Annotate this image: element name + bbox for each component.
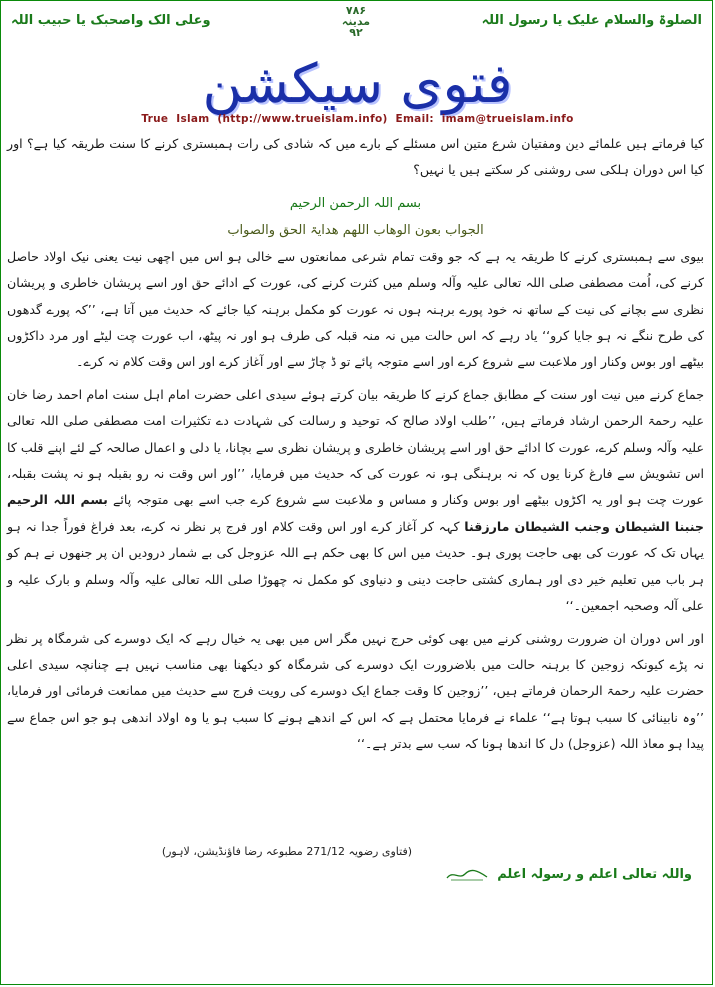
page-title: فتوی سیکشن: [202, 52, 513, 115]
closing-line: [445, 867, 692, 882]
answer-heading: الجواب بعون الوھاب اللھم ھدایۃ الحق والصواب: [227, 222, 484, 238]
closing-text: واللہ تعالی اعلم و رسولہ اعلم: [497, 867, 692, 882]
answer-paragraph-3: اور اس دوران ان ضرورت روشنی کرنے میں بھی کوئی حرج نہیں مگر اس میں بھی یہ خیال رہے کہ ایک دوسرے کی شرمگاہ پر نظر نہ پڑے کیونکہ زوجین کا برہنہ حالت میں بلاضرورت ایک دوسرے کی شرمگاہ کو دیکھنا بھی مناسب نہیں ہے چنانچہ سیدی اعلی حضرت علیہ رحمۃ الرحمان فرماتے ہیں، ’’زوجین کا وقت جماع ایک دوسرے کی رویت فرج سے حدیث میں ممانعت فرمائی اور فرمایا، ’’وہ نابینائی کا سبب ہوتا ہے‘‘ علماء نے فرمایا محتمل ہے کہ اس کے اندھے ہونے کا سبب ہو یا وہ اولاد اندھی ہو جو اس جماع سے پیدا ہو معاذ اللہ (عزوجل) دل کا اندھا ہونا کہ سب سے بدتر ہے۔‘‘: [7, 630, 704, 752]
dua-text: بسم اللہ الرحیم جنبنا الشیطان وجنب الشیطان مارزقنا: [7, 492, 704, 534]
fatwa-body: [7, 131, 704, 764]
emblem-madina-text: مدینہ: [341, 15, 371, 28]
answer-paragraph-1: بیوی سے ہمبستری کرنے کا طریقہ یہ ہے کہ جو وقت تمام شرعی ممانعتوں سے خالی ہو اس میں اچھی نیت یعنی نیک اولاد حاصل کرنے کی، اُمت مصطفی صلی اللہ تعالی علیہ وآلہ وسلم میں کثرت کرنے کی، عورت کے ادائے حق اور اسے پریشان خاطری و پریشان نظری سے بچانے کی نیت کے ساتھ نہ خود پورے برہنہ ہوں نہ عورت کو مکمل برہنہ کیا جائے کہ حدیث میں آتا ہے، ’’کہ پورے گدھوں کی طرح ننگے نہ ہو جایا کرو‘‘ یاد رہے کہ اس حالت میں نہ منہ قبلہ کی طرف ہو اور نہ پیٹھ، اب عورت چت لیٹے اور مرد داکڑوں بیٹھے اور بوس وکنار اور ملاعبت سے شروع کرے اور اسے متوجہ پائے تو ڈ چاڑ سے اور آغاز کرے اور اس وقت کلام نہ کرے۔: [7, 248, 704, 370]
answer-paragraph-2: [7, 382, 704, 620]
dua-continuation: کہہ کر آغاز کرے اور اس وقت کلام اور فرج پر نظر نہ کرے، بعد فراغ فوراً جدا نہ ہو یہاں تک کہ عورت کی بھی حاجت پوری ہو۔ حدیث میں اس کا بھی حکم ہے اللہ عزوجل کی بے شمار درودیں ان پر جنھوں نے ہم کو ہر باب میں تعلیم خیر دی اور ہماری کشتی حاجت دینی و دنیاوی کو مکمل نہ چھوڑا صلی اللہ تعالی علیہ وآلہ وسلم و بارک علیہ و علی آلہ وصحبہ اجمعین۔‘‘: [7, 518, 704, 614]
madina-emblem: [331, 5, 381, 38]
reference-citation: (فتاوی رضویہ 271/12 مطبوعہ رضا فاؤنڈیشن، لاہور): [161, 845, 412, 858]
answer-paragraph-2-text: جماع کرنے میں نیت اور سنت کے مطابق جماع کرنے کا طریقہ بیان کرتے ہوئے سیدی اعلی حضرت امام اہل سنت امام احمد رضا خان علیہ رحمۃ الرحمن ارشاد فرماتے ہیں، ’’طلب اولاد صالح کہ توحید و رسالت کی شہادت دے تکثیرات امت مصطفی صلی اللہ تعالی علیہ وآلہ وسلم کرے، عورت کا ادائے حق اور اسے پریشان خاطری و پریشان نظری سے بچانا، یا دلی و اعمال صالحہ کے لئے اپنے قلب کا اس تشویش سے فارغ کرنا یوں کہ نہ برہنگی ہو، نہ عورت کی کہ حدیث میں فرمایا، ’’اور اس وقت نہ رو بقبلہ ہو نہ پشت بقبلہ، عورت چت ہو اور یہ اکڑوں بیٹھے اور بوس وکنار و مساس و ملاعبت سے شروع کرے جب اسے بھی متوجہ پائے: [7, 386, 704, 508]
emblem-number-786: ۷۸۶: [345, 4, 367, 17]
salutation-left: وعلی الک واصحبک یا حبیب اللہ: [11, 13, 211, 28]
question-text: کیا فرماتے ہیں علمائے دین ومفتیان شرع متین اس مسئلے کے بارے میں کہ شادی کی رات ہمبستری کرنے کا سنت طریقہ کیا ہے؟ اور کیا اس دوران ہلکی سی روشنی کر سکتے ہیں یا نہیں؟: [7, 136, 704, 178]
site-contact-line: True Islam (http://www.trueislam.info) Email: imam@trueislam.info: [141, 113, 574, 125]
salutation-right: الصلوۃ والسلام علیک یا رسول اللہ: [481, 13, 702, 28]
basmala: بسم اللہ الرحمن الرحیم: [289, 195, 422, 211]
emblem-number-92: ۹۲: [349, 26, 363, 39]
calligraphy-seal-icon: [445, 868, 489, 882]
